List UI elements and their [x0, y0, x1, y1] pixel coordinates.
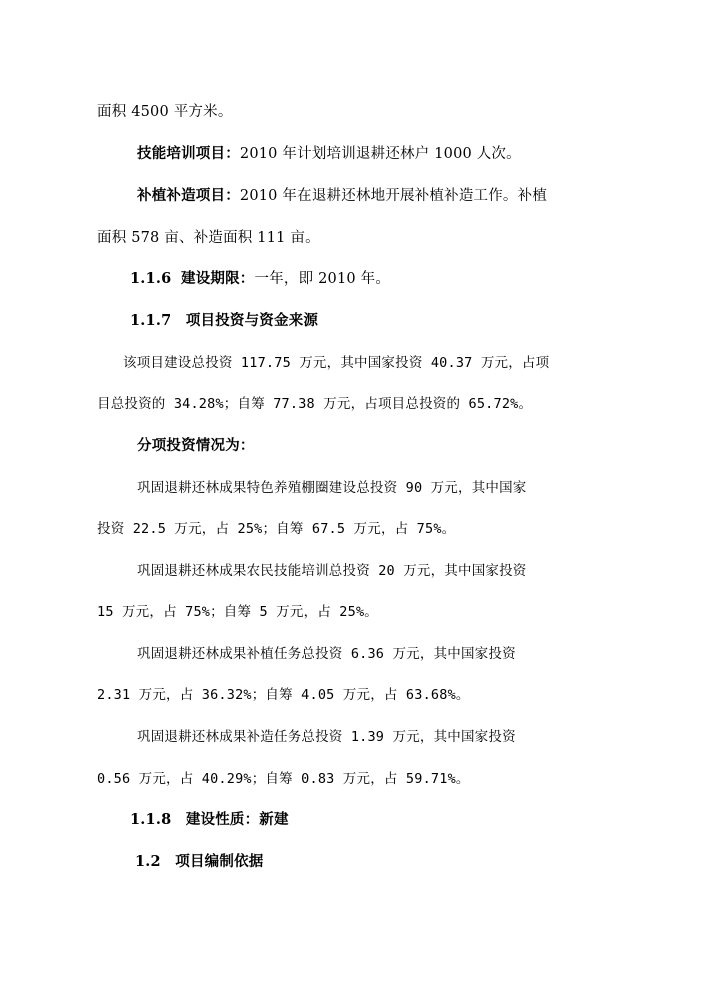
section-heading — [130, 311, 318, 331]
item-text: 2010 年在退耕还林地开展补植补造工作。补植 — [239, 188, 548, 204]
paragraph-line: 巩固退耕还林成果补造任务总投资 1.39 万元，其中国家投资 — [137, 729, 516, 745]
paragraph-line — [137, 144, 521, 164]
paragraph-line: 巩固退耕还林成果补植任务总投资 6.36 万元，其中国家投资 — [137, 646, 516, 662]
section-number: 1.2 — [135, 853, 161, 870]
section-label: 建设期限： — [181, 270, 255, 287]
section-title: 项目投资与资金来源 — [185, 312, 319, 329]
item-label: 补植补造项目： — [137, 187, 240, 204]
paragraph-line: 面积 4500 平方米。 — [97, 104, 233, 120]
paragraph-line — [137, 186, 547, 206]
section-title: 项目编制依据 — [175, 853, 264, 870]
item-label: 技能培训项目： — [137, 145, 240, 162]
section-title: 建设性质：新建 — [185, 811, 289, 828]
section-heading — [135, 852, 263, 872]
paragraph-line: 面积 578 亩、补造面积 111 亩。 — [97, 230, 320, 246]
paragraph-line: 0.56 万元，占 40.29%；自筹 0.83 万元，占 59.71%。 — [97, 771, 470, 787]
paragraph-line: 投资 22.5 万元，占 25%；自筹 67.5 万元，占 75%。 — [97, 521, 456, 537]
section-heading — [130, 810, 289, 830]
paragraph-line: 15 万元，占 75%；自筹 5 万元，占 25%。 — [97, 604, 378, 620]
section-number: 1.1.6 — [130, 270, 172, 287]
paragraph-line: 目总投资的 34.28%；自筹 77.38 万元，占项目总投资的 65.72%。 — [97, 396, 533, 412]
paragraph-line: 巩固退耕还林成果特色养殖棚圈建设总投资 90 万元，其中国家 — [137, 480, 527, 496]
subheading: 分项投资情况为： — [137, 437, 255, 454]
paragraph-line: 该项目建设总投资 117.75 万元，其中国家投资 40.37 万元，占项 — [123, 355, 550, 371]
item-text: 2010 年计划培训退耕还林户 1000 人次。 — [239, 146, 521, 162]
section-text: 一年，即 2010 年。 — [254, 271, 391, 287]
section-number: 1.1.7 — [130, 312, 172, 329]
paragraph-line: 巩固退耕还林成果农民技能培训总投资 20 万元，其中国家投资 — [137, 563, 527, 579]
section-number: 1.1.8 — [130, 811, 172, 828]
paragraph-line: 2.31 万元，占 36.32%；自筹 4.05 万元，占 63.68%。 — [97, 687, 470, 703]
section-heading — [130, 269, 390, 289]
